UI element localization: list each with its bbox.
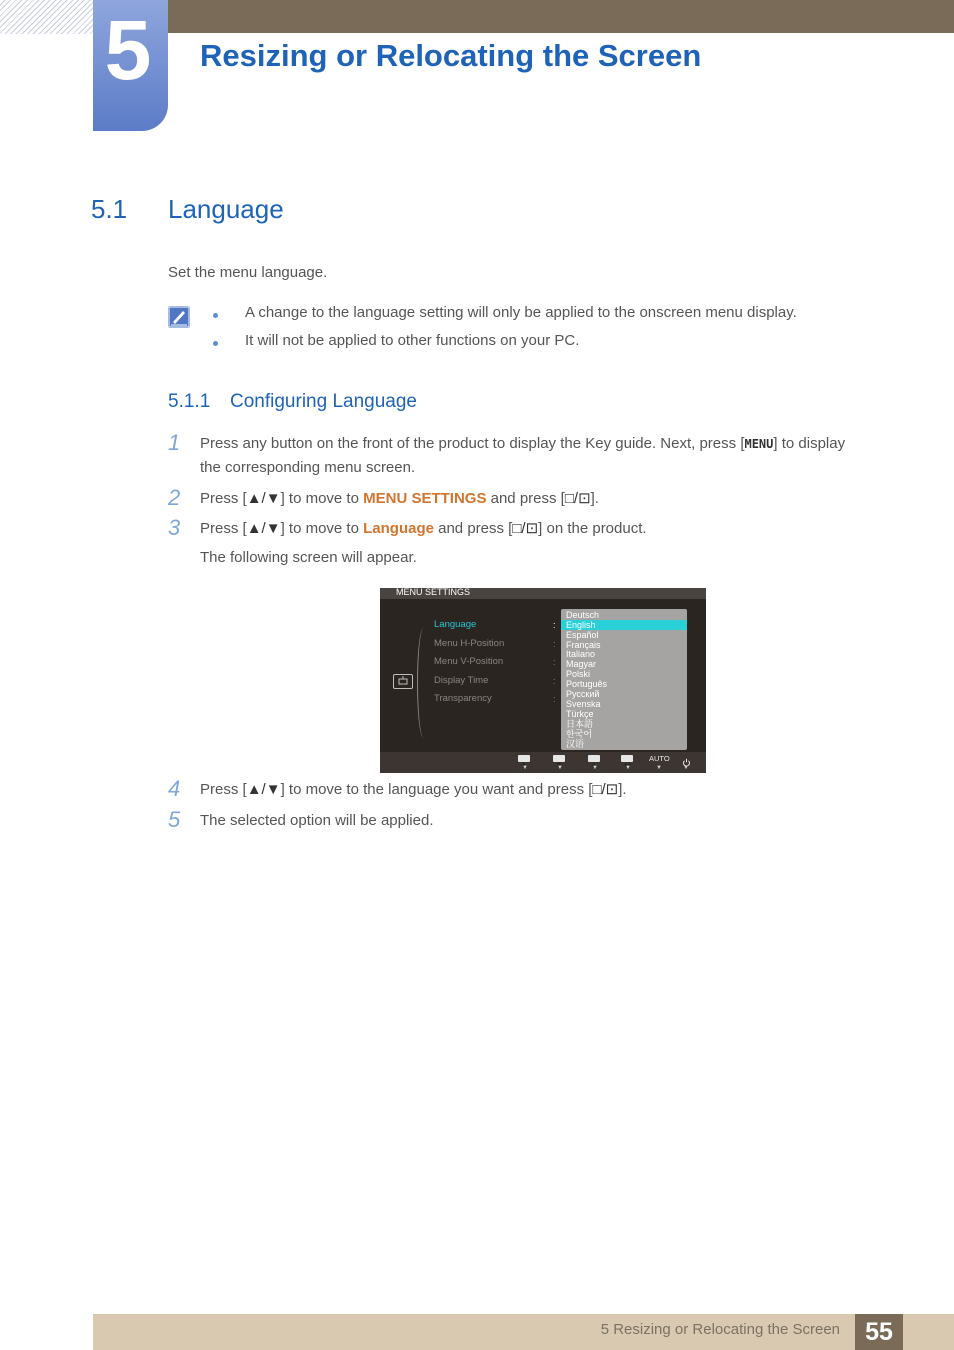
power-icon[interactable] <box>682 754 691 763</box>
header-bar <box>168 0 954 33</box>
step-3-follow-text: The following screen will appear. <box>200 549 417 566</box>
up-down-arrow-icon: ▲/▼ <box>246 490 281 507</box>
osd-title: MENU SETTINGS <box>396 587 471 597</box>
step-text-part: and press [ <box>486 490 565 507</box>
language-option[interactable]: Deutsch <box>566 610 600 620</box>
section-title: Language <box>168 194 284 224</box>
osd-title-bar <box>380 588 706 599</box>
step-text-part: ]. <box>590 490 599 507</box>
step-number: 1 <box>168 430 181 455</box>
footer-chapter-text: 5 Resizing or Relocating the Screen <box>600 1321 840 1338</box>
language-option[interactable]: 日本語 <box>566 719 594 729</box>
step-text-part: ] to move to the language you want and press [ <box>280 781 593 798</box>
step-1-text <box>200 432 845 456</box>
page-number: 55 <box>865 1318 893 1346</box>
note-bullet <box>213 341 218 346</box>
down-arrow-icon[interactable] <box>553 755 565 762</box>
osd-colon: : <box>553 639 556 649</box>
language-option[interactable]: Magyar <box>566 659 597 669</box>
small-down-arrow-icon: ▼ <box>625 765 631 771</box>
left-arrow-icon[interactable] <box>518 755 530 762</box>
chapter-title: Resizing or Relocating the Screen <box>200 38 702 73</box>
step-text-part: ]. <box>618 781 627 798</box>
language-list-panel <box>561 609 687 750</box>
language-option[interactable]: Русский <box>566 689 600 699</box>
step-number: 2 <box>168 485 181 510</box>
osd-colon: : <box>553 694 556 704</box>
highlight-menu-settings: MENU SETTINGS <box>363 490 487 507</box>
note-text: A change to the language setting will only be applied to the onscreen menu display. <box>245 304 797 321</box>
note-text: It will not be applied to other functions on your PC. <box>245 332 580 349</box>
highlight-language: Language <box>363 520 434 537</box>
auto-button-label[interactable]: AUTO <box>649 754 670 763</box>
step-text-part: ] to move to <box>280 520 364 537</box>
note-bullet <box>213 313 218 318</box>
osd-menu-item[interactable]: Menu V-Position <box>434 656 504 667</box>
language-option[interactable]: Polski <box>566 669 591 679</box>
step-5-text: The selected option will be applied. <box>200 812 434 829</box>
step-text-part: Press [ <box>200 490 247 507</box>
subsection-number: 5.1.1 <box>168 391 211 412</box>
small-down-arrow-icon: ▼ <box>683 765 689 771</box>
step-text-part: and press [ <box>433 520 513 537</box>
small-down-arrow-icon: ▼ <box>592 765 598 771</box>
language-option[interactable]: Español <box>566 630 599 640</box>
language-option[interactable]: Svenska <box>566 699 601 709</box>
enter-icon[interactable] <box>621 755 633 762</box>
language-option[interactable]: Türkçe <box>566 709 594 719</box>
language-option-selected[interactable]: English <box>561 620 687 630</box>
step-number: 5 <box>168 807 181 832</box>
language-option[interactable]: Français <box>566 640 601 650</box>
header-hatch-pattern <box>0 0 93 34</box>
step-text-part: ] on the product. <box>538 520 647 537</box>
osd-menu-item[interactable]: Display Time <box>434 675 489 686</box>
chapter-number: 5 <box>104 3 152 97</box>
language-option[interactable]: 汉语 <box>566 739 585 749</box>
step-text-part: Press [ <box>200 520 247 537</box>
osd-menu-item-language[interactable]: Language <box>434 619 477 630</box>
language-option[interactable]: 한국어 <box>566 729 593 739</box>
menu-key-label: MENU <box>744 437 774 451</box>
osd-menu-screenshot <box>380 588 706 773</box>
small-down-arrow-icon: ▼ <box>557 765 563 771</box>
step-2-text <box>200 487 599 511</box>
step-text-part: Press any button on the front of the product to display the Key guide. Next, press [ <box>200 435 745 452</box>
up-down-arrow-icon: ▲/▼ <box>246 520 281 537</box>
osd-menu-item[interactable]: Menu H-Position <box>434 638 505 649</box>
enter-source-icon: □/⊡ <box>564 490 591 507</box>
osd-menu-icon <box>393 674 413 689</box>
osd-key-guide-bar <box>380 752 706 773</box>
step-text-part: Press [ <box>200 781 247 798</box>
enter-source-icon: □/⊡ <box>512 520 539 537</box>
enter-source-icon: □/⊡ <box>592 781 619 798</box>
step-text-part: ] to display <box>773 435 846 452</box>
small-down-arrow-icon: ▼ <box>522 765 528 771</box>
up-down-arrow-icon: ▲/▼ <box>246 781 281 798</box>
step-3-text <box>200 517 647 541</box>
osd-colon: : <box>553 657 556 667</box>
language-option[interactable]: Italiano <box>566 649 596 659</box>
step-number: 3 <box>168 515 181 540</box>
up-arrow-icon[interactable] <box>588 755 600 762</box>
small-down-arrow-icon: ▼ <box>656 765 662 771</box>
step-1-text-line2: the corresponding menu screen. <box>200 459 416 476</box>
step-number: 4 <box>168 776 181 801</box>
section-intro: Set the menu language. <box>168 264 328 281</box>
step-text-part: ] to move to <box>280 490 364 507</box>
section-number: 5.1 <box>91 194 128 224</box>
subsection-title: Configuring Language <box>230 391 417 412</box>
osd-colon: : <box>553 620 556 630</box>
note-pencil-icon <box>168 306 190 328</box>
osd-menu-item[interactable]: Transparency <box>434 693 492 704</box>
osd-curve-decoration <box>417 628 430 738</box>
step-4-text <box>200 778 627 802</box>
osd-colon: : <box>553 676 556 686</box>
language-option[interactable]: Português <box>566 679 608 689</box>
